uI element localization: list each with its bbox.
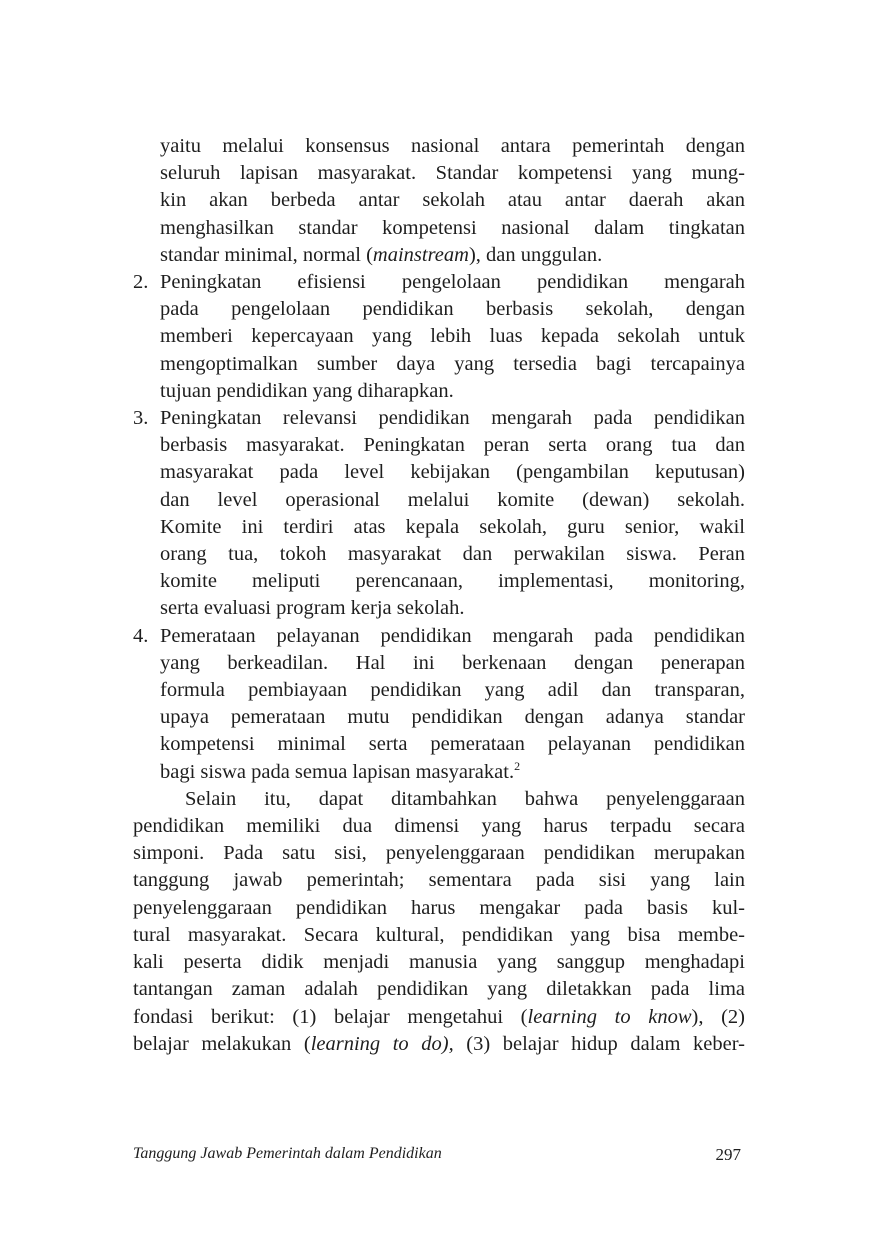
- text-run: tujuan pendidikan yang diharapkan.: [160, 379, 454, 402]
- footnote-ref: 2: [514, 758, 521, 773]
- text-run: ), dan unggulan.: [468, 243, 603, 266]
- text-run: ), (2): [691, 1005, 746, 1028]
- text-line: [160, 296, 745, 323]
- text-run: pendidikan memiliki dua dimensi yang harus terpadu secara: [133, 815, 745, 838]
- text-line: [160, 323, 745, 350]
- text-run: serta evaluasi program kerja sekolah.: [160, 597, 465, 620]
- text-run: tural masyarakat. Secara kultural, pendidikan yang bisa membe-: [133, 923, 745, 946]
- text-line: [160, 704, 745, 731]
- text-line: [133, 949, 745, 976]
- text-line: [133, 922, 745, 949]
- list-item: [133, 623, 745, 786]
- text-run: Selain itu, dapat ditambahkan bahwa penyelenggaraan: [185, 787, 745, 810]
- text-run: standar minimal, normal (: [160, 243, 373, 266]
- text-line: [160, 568, 745, 595]
- text-line: [133, 976, 745, 1003]
- text-run: tanggung jawab pemerintah; sementara pada sisi yang lain: [133, 869, 745, 892]
- text-run: seluruh lapisan masyarakat. Standar kompetensi yang mung-: [160, 162, 745, 185]
- text-run: penyelenggaraan pendidikan harus mengakar pada basis kul-: [133, 896, 745, 919]
- italic-term: learning to know: [527, 1005, 692, 1028]
- text-line: [133, 867, 745, 894]
- text-line: [133, 1031, 745, 1058]
- text-run: tantangan zaman adalah pendidikan yang diletakkan pada lima: [133, 978, 745, 1001]
- text-line: [133, 813, 745, 840]
- text-run: orang tua, tokoh masyarakat dan perwakilan siswa. Peran: [160, 543, 745, 566]
- text-line: [160, 759, 745, 786]
- list-item: [133, 405, 745, 623]
- text-run: berbasis masyarakat. Peningkatan peran serta orang tua dan: [160, 434, 745, 457]
- text-line: [160, 187, 745, 214]
- text-run: menghasilkan standar kompetensi nasional dalam tingkatan: [160, 216, 745, 239]
- text-run: (3) belajar hidup dalam keber-: [453, 1032, 745, 1055]
- text-run: formula pembiayaan pendidikan yang adil dan transparan,: [160, 679, 745, 702]
- text-run: kali peserta didik menjadi manusia yang sanggup menghadapi: [133, 951, 745, 974]
- text-run: bagi siswa pada semua lapisan masyarakat.: [160, 760, 515, 783]
- text-run: komite meliputi perencanaan, implementasi, monitoring,: [160, 570, 745, 593]
- text-line: [160, 351, 745, 378]
- text-line: [160, 623, 745, 650]
- text-run: simponi. Pada satu sisi, penyelenggaraan pendidikan merupakan: [133, 842, 745, 865]
- text-run: Komite ini terdiri atas kepala sekolah, guru senior, wakil: [160, 515, 745, 538]
- text-line: [133, 1004, 745, 1031]
- text-line: [133, 840, 745, 867]
- text-line: [160, 242, 745, 269]
- italic-term: learning to do),: [310, 1032, 454, 1055]
- text-line: [160, 432, 745, 459]
- text-line: [133, 895, 745, 922]
- text-run: kompetensi minimal serta pemerataan pelayanan pendidikan: [160, 733, 745, 756]
- text-line: [160, 269, 745, 296]
- italic-term: mainstream: [372, 243, 469, 266]
- text-run: upaya pemerataan mutu pendidikan dengan adanya standar: [160, 706, 745, 729]
- text-line: [160, 405, 745, 432]
- text-line: [160, 378, 745, 405]
- running-title: Tanggung Jawab Pemerintah dalam Pendidikan: [133, 1145, 442, 1162]
- list-number: 4.: [133, 624, 149, 647]
- text-line: [160, 160, 745, 187]
- text-line: [160, 731, 745, 758]
- text-run: mengoptimalkan sumber daya yang tersedia bagi tercapainya: [160, 352, 745, 375]
- text-line: [185, 786, 745, 813]
- text-run: kin akan berbeda antar sekolah atau antar daerah akan: [160, 189, 745, 212]
- list-number: 2.: [133, 271, 149, 294]
- text-line: [160, 133, 745, 160]
- text-line: [160, 514, 745, 541]
- text-run: belajar melakukan (: [133, 1032, 311, 1055]
- text-line: [160, 650, 745, 677]
- text-line: [160, 541, 745, 568]
- paragraph: [133, 786, 745, 1058]
- page-footer: [133, 1145, 741, 1165]
- text-run: fondasi berikut: (1) belajar mengetahui (: [133, 1005, 528, 1028]
- text-run: memberi kepercayaan yang lebih luas kepada sekolah untuk: [160, 325, 745, 348]
- list-item: [133, 269, 745, 405]
- list-number: 3.: [133, 407, 149, 430]
- page-body: [133, 133, 745, 1058]
- text-run: pada pengelolaan pendidikan berbasis sekolah, dengan: [160, 298, 745, 321]
- text-run: yang berkeadilan. Hal ini berkenaan dengan penerapan: [160, 651, 745, 674]
- text-run: Peningkatan relevansi pendidikan mengarah pada pendidikan: [160, 407, 745, 430]
- text-line: [160, 487, 745, 514]
- text-line: [160, 595, 745, 622]
- text-line: [160, 459, 745, 486]
- text-run: Pemerataan pelayanan pendidikan mengarah pada pendidikan: [160, 624, 745, 647]
- text-run: dan level operasional melalui komite (dewan) sekolah.: [160, 488, 745, 511]
- paragraph: [133, 133, 745, 269]
- text-run: Peningkatan efisiensi pengelolaan pendidikan mengarah: [160, 271, 745, 294]
- page-number: 297: [715, 1145, 741, 1164]
- text-line: [160, 677, 745, 704]
- text-run: yaitu melalui konsensus nasional antara pemerintah dengan: [160, 135, 745, 157]
- text-line: [160, 215, 745, 242]
- text-run: masyarakat pada level kebijakan (pengambilan keputusan): [160, 461, 745, 484]
